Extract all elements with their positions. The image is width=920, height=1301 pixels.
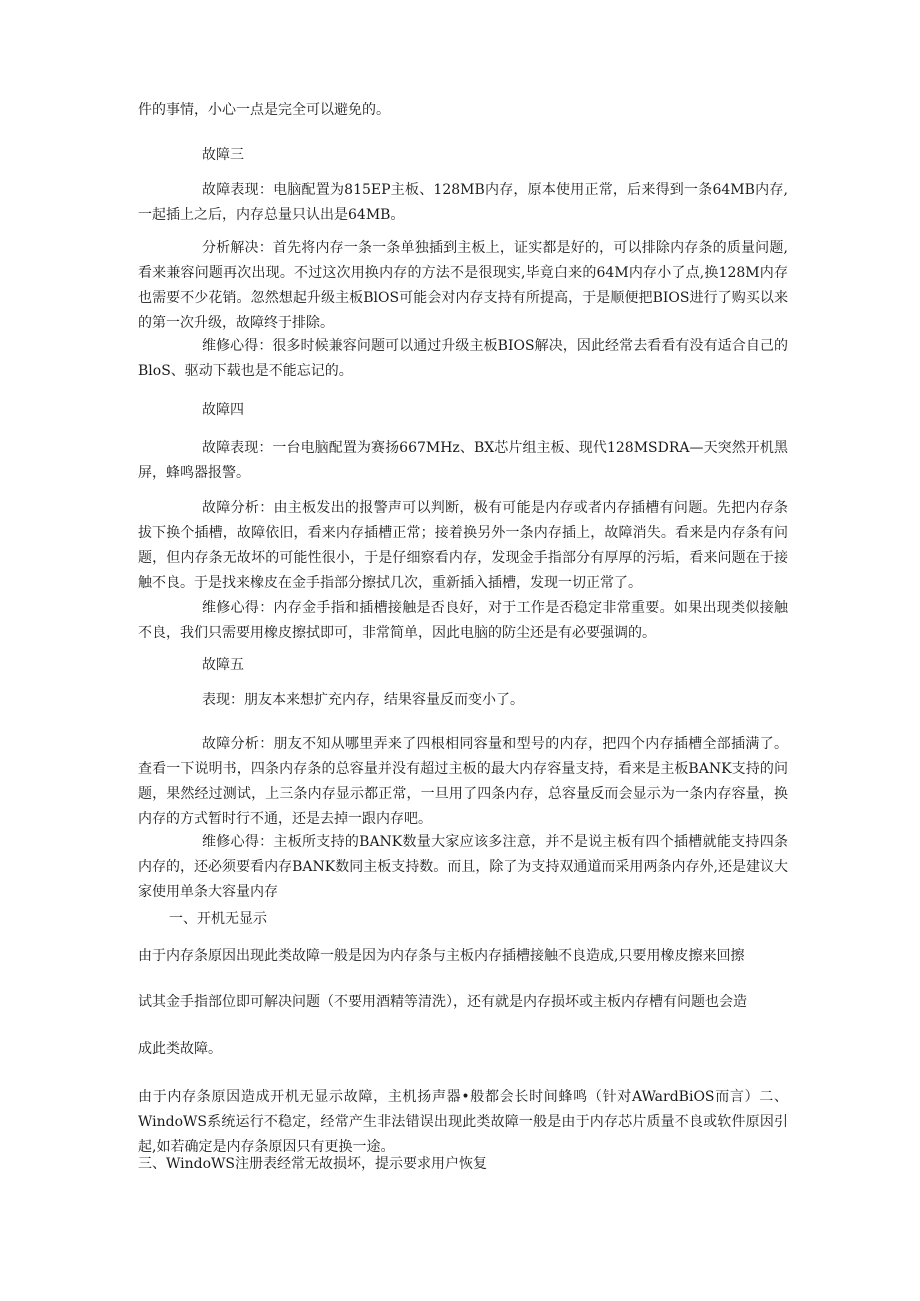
section1-line2: 试其金手指部位即可解决问题（不要用酒精等清洗），还有就是内存损坏或主板内存槽有问题也会造 <box>138 994 747 1010</box>
fault5-symptom: 表现：朋友本来想扩充内存，结果容量反而变小了。 <box>202 692 524 708</box>
fault3-analysis: 分析解决：首先将内存一条一条单独插到主板上，证实都是好的，可以排除内存条的质量问题,看来兼容问题再次出现。不过这次用换内存的方法不是很现实,毕竟白来的64M内存小了点,换128M内存也需要不少花销。忽然想起升级主板BlOS可能会对内存支持有所提高，于是顺便把BIOS进行了购买以来的第一次升级，故障终于排除。 <box>138 240 788 331</box>
fault4-analysis: 故障分析：由主板发出的报警声可以判断，极有可能是内存或者内存插槽有问题。先把内存条拔下换个插槽，故障依旧，看来内存插槽正常；接着换另外一条内存插上，故障消失。看来是内存条有问题，但内存条无故坏的可能性很小，于是仔细察看内存，发现金手指部分有厚厚的污垢，看来问题在于接触不良。于是找来橡皮在金手指部分擦拭几次，重新插入插槽，发现一切正常了。 <box>138 500 788 591</box>
section1-paragraph2: 由于内存条原因造成开机无显示故障，主机扬声器•般都会长时间蜂鸣（针对AWardBiOS而言）二、WindoWS系统运行不稳定，经常产生非法错误出现此类故障一般是由于内存芯片质量不良或软件原因引起,如若确定是内存条原因只有更换一途。 <box>138 1089 788 1155</box>
section1-line1: 由于内存条原因出现此类故障一般是因为内存条与主板内存插槽接触不良造成,只要用橡皮擦来回擦 <box>138 948 745 964</box>
fault4-title: 故障四 <box>202 402 244 418</box>
fault4-symptom: 故障表现：一台电脑配置为赛扬667MHz、BX芯片组主板、现代128MSDRA—天突然开机黑屏，蜂鸣器报警。 <box>138 440 788 481</box>
section3-title: 三、WindoWS注册表经常无故损坏，提示要求用户恢复 <box>138 1156 488 1172</box>
fault3-symptom: 故障表现：电脑配置为815EP主板、128MB内存，原本使用正常，后来得到一条64MB内存,一起插上之后，内存总量只认出是64MB。 <box>138 182 788 223</box>
fault3-title: 故障三 <box>202 147 244 163</box>
intro-paragraph: 件的事情，小心一点是完全可以避免的。 <box>138 102 390 118</box>
fault4-tips: 维修心得：内存金手指和插槽接触是否良好，对于工作是否稳定非常重要。如果出现类似接触不良，我们只需要用橡皮擦拭即可，非常简单，因此电脑的防尘还是有必要强调的。 <box>138 600 788 641</box>
fault3-tips: 维修心得：很多时候兼容问题可以通过升级主板BIOS解决，因此经常去看看有没有适合自己的BloS、驱动下载也是不能忘记的。 <box>138 338 788 379</box>
fault5-analysis: 故障分析：朋友不知从哪里弄来了四根相同容量和型号的内存，把四个内存插槽全部插满了。查看一下说明书，四条内存条的总容量并没有超过主板的最大内存容量支持，看来是主板BANK支持的问题，果然经过测试，上三条内存显示都正常，一旦用了四条内存，总容量反而会显示为一条内存容量，换内存的方式暂时行不通，还是去掉一跟内存吧。 <box>138 736 788 827</box>
section1-line3: 成此类故障。 <box>138 1041 222 1057</box>
fault5-title: 故障五 <box>202 657 244 673</box>
fault5-tips: 维修心得：主板所支持的BANK数量大家应该多注意，并不是说主板有四个插槽就能支持四条内存的，还必须要看内存BANK数同主板支持数。而且，除了为支持双通道而采用两条内存外,还是建议大家使用单条大容量内存 <box>138 834 788 900</box>
section1-title: 一、开机无显示 <box>169 911 267 927</box>
